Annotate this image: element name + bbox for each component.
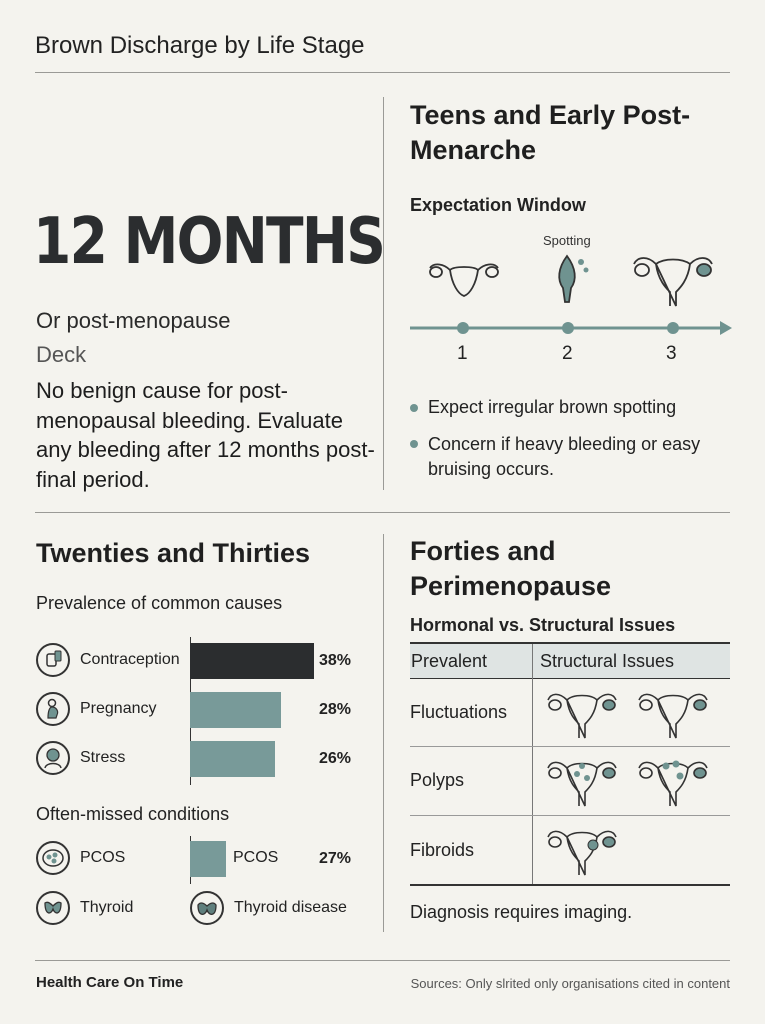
missed-label-thyroid-disease: Thyroid disease <box>234 899 347 916</box>
page-title: Brown Discharge by Life Stage <box>35 32 365 59</box>
uterus-outline-icon <box>426 254 502 300</box>
bar-pregnancy <box>190 692 281 728</box>
footer-brand: Health Care On Time <box>36 974 184 991</box>
row-label-fluctuations: Fluctuations <box>410 702 508 722</box>
uterus-polyps-icon <box>636 756 710 808</box>
cause-label-stress: Stress <box>80 749 126 766</box>
teens-subheading: Expectation Window <box>410 195 586 215</box>
bar-contraception <box>190 643 314 679</box>
table-column-divider <box>532 644 533 884</box>
missed-label-thyroid: Thyroid <box>80 899 134 916</box>
table-bottom-rule <box>410 884 730 886</box>
stress-icon <box>36 741 70 775</box>
missed-bar-label: PCOS <box>233 849 279 866</box>
row-label-fibroids: Fibroids <box>410 840 475 860</box>
thyroid-disease-icon <box>190 891 224 925</box>
teens-bullet-1: Expect irregular brown spotting <box>428 397 677 417</box>
bullet-dot <box>410 404 418 412</box>
ovary-icon <box>36 841 70 875</box>
uterus-icon <box>636 688 710 740</box>
timeline-step-2: 2 <box>562 343 573 364</box>
timeline-axis <box>408 318 733 338</box>
uterus-mature-icon <box>630 250 716 310</box>
forties-subheading: Hormonal vs. Structural Issues <box>410 615 676 635</box>
pct-pregnancy: 28% <box>319 701 352 718</box>
vertical-divider-top <box>383 97 384 490</box>
spotting-drop-icon <box>553 252 593 304</box>
bar-stress <box>190 741 275 777</box>
twenties-heading: Twenties and Thirties <box>36 538 311 568</box>
cause-label-pregnancy: Pregnancy <box>80 700 157 717</box>
pregnancy-icon <box>36 692 70 726</box>
diagnosis-note: Diagnosis requires imaging. <box>410 902 633 922</box>
uterus-icon <box>545 688 619 740</box>
table-row-divider <box>410 746 730 747</box>
timeline-step-3: 3 <box>666 343 677 364</box>
uterus-polyps-icon <box>545 756 619 808</box>
row-label-polyps: Polyps <box>410 770 465 790</box>
contraception-icon <box>36 643 70 677</box>
footer-sources: Sources: Only slrited only organisations cited in content <box>410 976 730 991</box>
bullet-dot <box>410 440 418 448</box>
cause-label-contraception: Contraception <box>80 651 180 668</box>
pct-pcos: 27% <box>319 850 352 867</box>
vertical-divider-bottom <box>383 534 384 932</box>
timeline-step-1: 1 <box>457 343 468 364</box>
big-stat-caption: Or post-menopause <box>36 308 231 333</box>
spotting-label: Spotting <box>543 233 591 248</box>
twenties-subheading: Prevalence of common causes <box>36 593 283 613</box>
big-stat: 12 MONTHS <box>33 205 385 279</box>
missed-heading: Often-missed conditions <box>36 804 230 824</box>
table-col-prevalent: Prevalent <box>411 651 488 671</box>
missed-label-pcos: PCOS <box>80 849 126 866</box>
middle-divider <box>35 512 730 513</box>
uterus-fibroid-icon <box>545 825 619 877</box>
bar-pcos <box>190 841 226 877</box>
deck-label: Deck <box>36 342 87 367</box>
table-col-structural: Structural Issues <box>540 651 675 671</box>
table-row-divider <box>410 815 730 816</box>
pct-contraception: 38% <box>319 652 352 669</box>
footer-divider <box>35 960 730 961</box>
thyroid-icon <box>36 891 70 925</box>
teens-bullet-2: Concern if heavy bleeding or easy bruising occurs. <box>428 434 701 479</box>
forties-heading: Forties and Perimenopause <box>410 536 612 601</box>
teens-heading: Teens and Early Post-Menarche <box>410 100 691 165</box>
warning-text: No benign cause for post-menopausal bleeding. Evaluate any bleeding after 12 months post-final period. <box>36 378 375 492</box>
title-divider <box>35 72 730 73</box>
pct-stress: 26% <box>319 750 352 767</box>
